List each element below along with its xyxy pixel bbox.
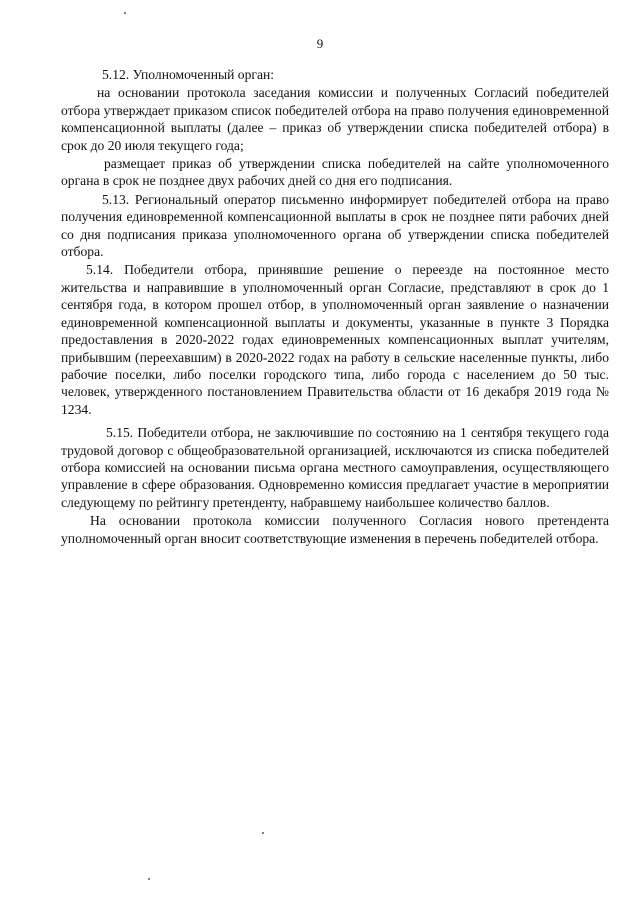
paragraph-final: На основании протокола комиссии полученного Согласия нового претендента уполномоченный орган вносит соответствующие изменения в перечень победителей отбора. — [61, 513, 609, 546]
paragraph-5-13: 5.13. Региональный оператор письменно информирует победителей отбора на право получения единовременной компенсационной выплаты в срок не позднее пяти рабочих дней со дня подписания приказа уполномоченного органа об утверждении списка победителей отбора. — [61, 191, 609, 260]
paragraph-5-14: 5.14. Победители отбора, принявшие решение о переезде на постоянное место жительства и направившие в уполномоченный орган Согласие, представляют в срок до 1 сентября года, в котором прошел отбор, в уполномоченный орган заявление о назначении единовременной компенсационной выплаты и документы, указанные в пункте 3 Порядка предоставления в 2020-2022 годах единовременных компенсационных выплат учителям, прибывшим (переехавшим) в 2020-2022 годах на работу в сельские населенные пункты, либо рабочие поселки, либо поселки городского типа, либо города с населением до 50 тыс. человек, утвержденного постановлением Правительства области от 16 декабря 2019 года № 1234. — [61, 262, 609, 417]
paragraph-5-12-title: 5.12. Уполномоченный орган: — [102, 67, 275, 82]
paragraph-5-12-approve: на основании протокола заседания комиссии и полученных Согласий победителей отбора утверждает приказом список победителей отбора на право получения единовременной компенсационной выплаты (далее – приказ об утверждении списка победителей отбора) в срок до 20 июля текущего года; — [61, 85, 609, 153]
scan-speck — [124, 12, 126, 14]
page-number: 9 — [316, 36, 324, 51]
paragraph-5-12-publish: размещает приказ об утверждении списка победителей на сайте уполномоченного органа в срок не позднее двух рабочих дней со дня его подписания. — [61, 156, 609, 189]
paragraph-5-15: 5.15. Победители отбора, не заключившие по состоянию на 1 сентября текущего года трудовой договор с общеобразовательной организацией, исключаются из списка победителей отбора комиссией на основании письма органа местного самоуправления, осуществляющего управление в сфере образования. Одновременно комиссия предлагает участие в мероприятии следующему по рейтингу претенденту, набравшему наибольшее количество баллов. — [61, 425, 609, 510]
scan-speck — [148, 878, 150, 880]
document-body — [61, 66, 609, 548]
scan-speck — [262, 832, 264, 834]
